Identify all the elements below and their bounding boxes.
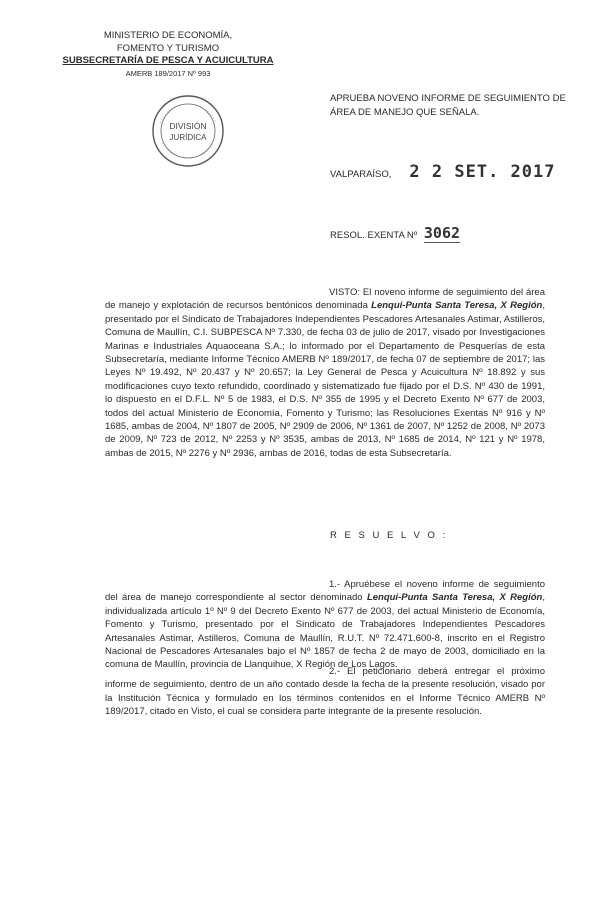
stamp-text-bottom: JURÍDICA [169,133,207,142]
visto-paragraph [105,286,545,460]
resuelvo-heading: R E S U E L V O : [330,530,448,541]
stamp-text-top: DIVISIÓN [169,121,207,131]
resolution-line [330,224,460,242]
date-value: 2 2 SET. 2017 [409,162,556,182]
resolution-label: RESOL. EXENTA Nº [330,230,418,241]
resolution-number: 3062 [423,224,461,242]
letterhead [48,30,288,80]
ministry-subname: FOMENTO Y TURISMO [116,42,220,54]
reference-code: AMERB 189/2017 Nº 993 [125,68,211,78]
ministry-name: MINISTERIO DE ECONOMÍA, [103,30,233,41]
subsecretaria-name: SUBSECRETARÍA DE PESCA Y ACUICULTURA [62,55,274,66]
r1-text-2: , individualizada artículo 1º Nº 9 del Decreto Exento Nº 677 de 2003, del actual Ministerio de Economía, Fomento y Turismo, presentado por el Sindicato de Trabajadores Independientes Pescadores Artesanales Astimar, Astilleros, Comuna de Maullín, R.U.T. Nº 72.471.600-8, inscrito en el Registro Nacional de Pescadores Artesanales bajo el Nº 1857 de fecha 2 de mayo de 2003, domiciliado en la comuna de Maullín, provincia de Llanquihue, X Región de Los Lagos. [105,592,545,671]
r1-text-1: 1.- Apruébese el noveno informe de seguimiento del área de manejo correspondiente al sector denominado [105,579,545,604]
date-line [330,162,555,182]
visto-text-1: VISTO: El noveno informe de seguimiento del área de manejo y explotación de recursos bentónicos denominada [105,287,545,312]
visto-area-name: Lenqui-Punta Santa Teresa, X Región [371,300,543,312]
resolution-item-1 [105,578,545,672]
visto-text-2: , presentado por el Sindicato de Trabajadores Independientes Pescadores Artesanales Astimar, Astilleros, Comuna de Maullín, C.I. SUBPESCA Nº 7.330, de fecha 03 de julio de 2017, visado por Investigaciones Marinas e Industriales Aquaoceana S.A.; lo informado por el Departamento de Pesquerías de esta Subsecretaría, mediante Informe Técnico AMERB Nº 189/2017, de fecha 07 de septiembre de 2017; las Leyes Nº 19.492, Nº 20.437 y Nº 20.657; la Ley General de Pesca y Acuicultura Nº 18.892 y sus modificaciones cuyo texto refundido, coordinado y sistematizado fue fijado por el D.S. Nº 430 de 1991, lo dispuesto en el D.F.L. Nº 5 de 1983, el D.S. Nº 355 de 1995 y el Decreto Exento Nº 677 de 2003, todos del actual Ministerio de Economía, Fomento y Turismo; las Resoluciones Exentas Nº 916 y Nº 1685, ambas de 2004, Nº 1807 de 2005, Nº 2909 de 2006, Nº 1361 de 2007, Nº 1252 de 2008, Nº 2073 de 2009, Nº 723 de 2012, Nº 2253 y Nº 3535, ambas de 2013, Nº 1685 de 2014, Nº 121 y Nº 1978, ambas de 2015, Nº 2276 y Nº 2936, ambas de 2016, todas de esta Subsecretaría. [105,300,545,459]
resolution-item-2: 2.- El peticionario deberá entregar el próximo informe de seguimiento, dentro de un año contado desde la fecha de la presente resolución, visado por la Institución Técnica y formulado en los términos contenidos en el Informe Técnico AMERB Nº 189/2017, citado en Visto, el cual se considera parte integrante de la presente resolución. [105,666,545,718]
division-juridica-stamp [150,93,226,169]
r1-area-name: Lenqui-Punta Santa Teresa, X Región [366,592,543,604]
document-subject: APRUEBA NOVENO INFORME DE SEGUIMIENTO DE ÁREA DE MANEJO QUE SEÑALA. [330,93,566,118]
date-place: VALPARAÍSO, [330,169,392,180]
